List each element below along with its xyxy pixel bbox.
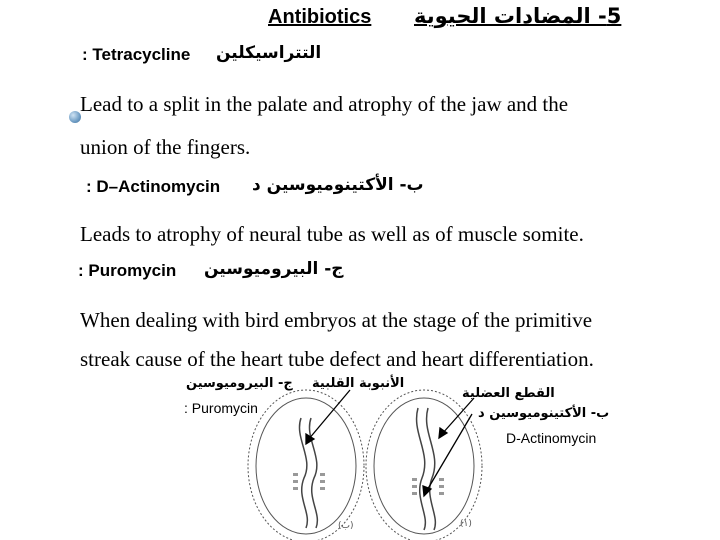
tetracycline-label: : Tetracycline — [82, 45, 191, 64]
page-title-arabic: 5- المضادات الحيوية — [414, 4, 622, 28]
figure-label-actinomycin: D-Actinomycin — [506, 430, 597, 446]
page-title: Antibiotics — [268, 6, 372, 28]
puromycin-label-arabic: ج- البيروميوسين — [204, 259, 344, 279]
puromycin-text-line-2: streak cause of the heart tube defect and heart differentiation. — [80, 347, 594, 371]
embryo-illustration — [246, 378, 484, 540]
figure-panel-a: (١) — [460, 519, 472, 529]
actinomycin-text: Leads to atrophy of neural tube as well as of muscle somite. — [80, 222, 584, 246]
tetracycline-text-line-1: Lead to a split in the palate and atrophy of the jaw and the — [80, 92, 569, 116]
actinomycin-label-arabic: ب- الأكتينوميوسين د — [252, 175, 424, 195]
figure-label-muscle-somite-arabic: القطع العضلية — [462, 386, 555, 401]
puromycin-label: : Puromycin — [78, 261, 177, 280]
figure-label-puromycin: : Puromycin — [184, 400, 258, 416]
figure-label-puromycin-arabic: ج- البيروميوسين — [186, 376, 293, 391]
figure-label-actinomycin-arabic: ب- الأكتينوميوسين د — [478, 406, 610, 421]
figure-panel-b: (ب) — [338, 521, 354, 531]
actinomycin-label: : D–Actinomycin — [86, 177, 221, 196]
tetracycline-text-line-2: union of the fingers. — [80, 135, 251, 159]
tetracycline-label-arabic: التتراسيكلين — [216, 43, 322, 63]
figure-label-heart-tube-arabic: الأنبوبة القلبية — [312, 376, 405, 391]
puromycin-text-line-1: When dealing with bird embryos at the stage of the primitive — [80, 308, 593, 332]
